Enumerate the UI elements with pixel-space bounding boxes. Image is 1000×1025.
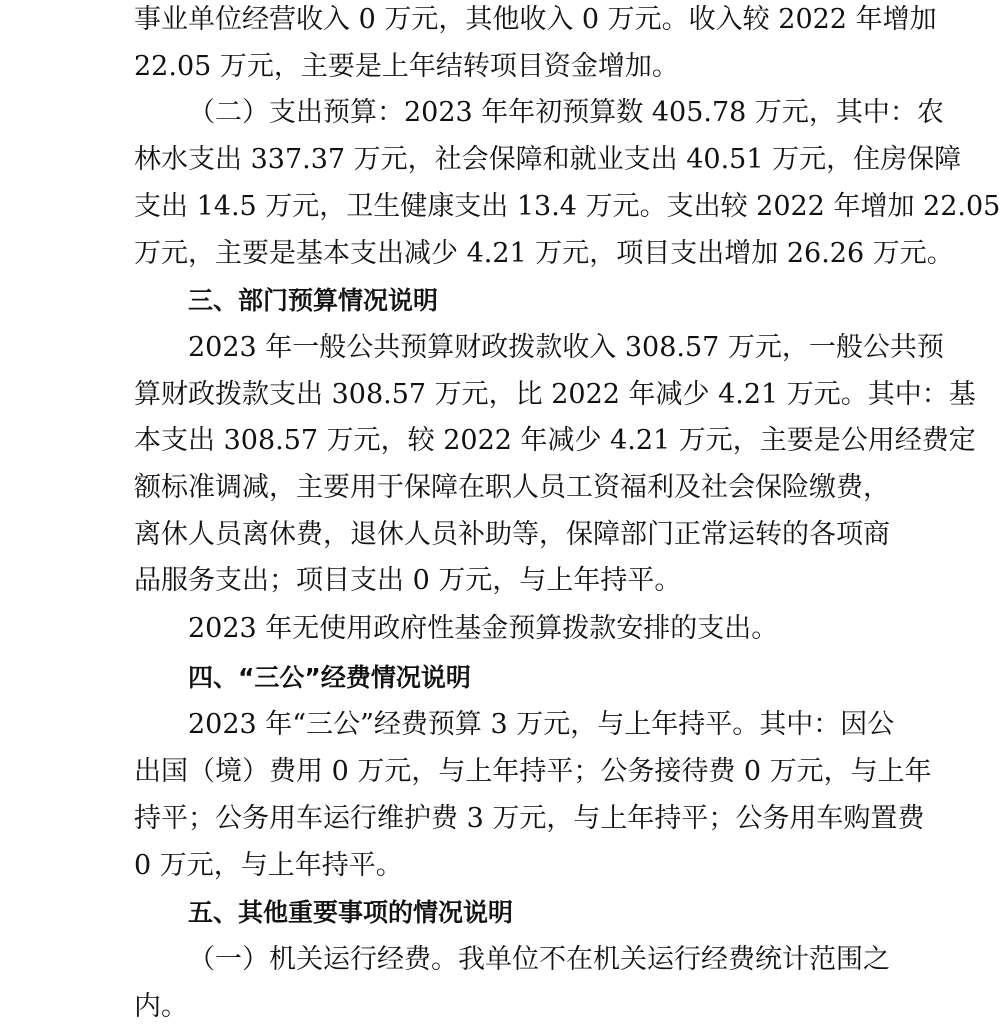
paragraph-line: 持平；公务用车运行维护费 3 万元，与上年持平；公务用车购置费 <box>134 803 925 834</box>
paragraph-line: 22.05 万元，主要是上年结转项目资金增加。 <box>134 51 679 82</box>
paragraph-line: 算财政拨款支出 308.57 万元，比 2022 年减少 4.21 万元。其中：基 <box>134 379 976 410</box>
section-heading: 四、“三公”经费情况说明 <box>188 663 471 692</box>
section-heading: 三、部门预算情况说明 <box>188 286 439 315</box>
paragraph-line: 本支出 308.57 万元，较 2022 年减少 4.21 万元，主要是公用经费定 <box>134 425 976 456</box>
paragraph-line: 2023 年无使用政府性基金预算拨款安排的支出。 <box>188 613 779 644</box>
paragraph-line: 出国（境）费用 0 万元，与上年持平；公务接待费 0 万元，与上年 <box>134 756 932 787</box>
paragraph-line: 万元，主要是基本支出减少 4.21 万元，项目支出增加 26.26 万元。 <box>134 238 954 269</box>
paragraph-line: 支出 14.5 万元，卫生健康支出 13.4 万元。支出较 2022 年增加 22.05 <box>134 191 1000 222</box>
paragraph-line: 事业单位经营收入 0 万元，其他收入 0 万元。收入较 2022 年增加 <box>134 4 937 35</box>
paragraph-line: 0 万元，与上年持平。 <box>134 850 403 881</box>
paragraph-line: （一）机关运行经费。我单位不在机关运行经费统计范围之 <box>188 944 890 975</box>
paragraph-line: 离休人员离休费，退休人员补助等，保障部门正常运转的各项商 <box>134 519 890 550</box>
paragraph-line: 品服务支出；项目支出 0 万元，与上年持平。 <box>134 565 682 596</box>
paragraph-line: （二）支出预算：2023 年年初预算数 405.78 万元，其中：农 <box>188 97 944 128</box>
paragraph-line: 2023 年一般公共预算财政拨款收入 308.57 万元，一般公共预 <box>188 332 944 363</box>
paragraph-line: 林水支出 337.37 万元，社会保障和就业支出 40.51 万元，住房保障 <box>134 144 962 175</box>
section-heading: 五、其他重要事项的情况说明 <box>188 898 514 927</box>
paragraph-line: 内。 <box>134 991 188 1022</box>
paragraph-line: 额标准调减，主要用于保障在职人员工资福利及社会保险缴费， <box>134 472 890 503</box>
paragraph-line: 2023 年“三公”经费预算 3 万元，与上年持平。其中：因公 <box>188 709 895 740</box>
